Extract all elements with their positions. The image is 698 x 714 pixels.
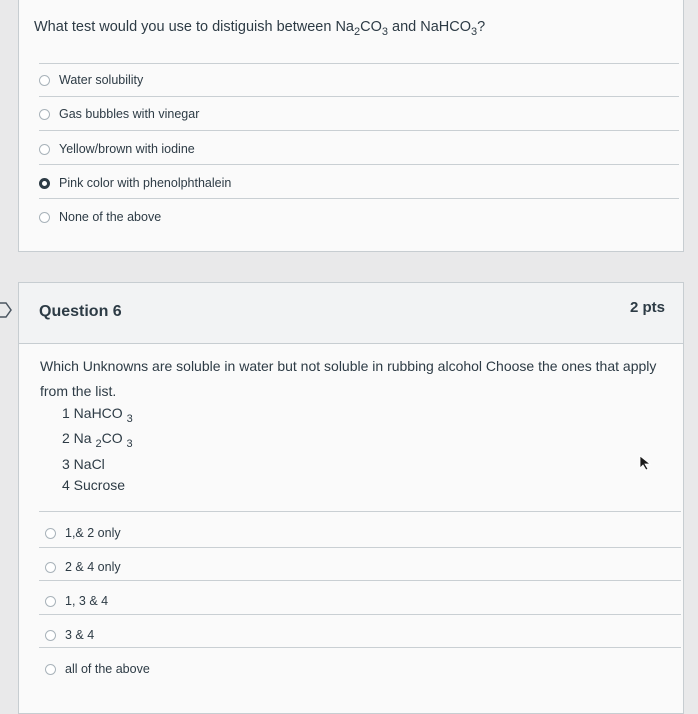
divider bbox=[39, 647, 681, 648]
question-text-part: ? bbox=[477, 19, 486, 35]
subscript: 3 bbox=[126, 413, 133, 425]
option-label: all of the above bbox=[65, 662, 150, 676]
subscript: 3 bbox=[126, 438, 133, 450]
list-item: 3 NaCl bbox=[62, 456, 105, 472]
radio-button-selected[interactable] bbox=[39, 178, 50, 189]
question-5-card bbox=[18, 0, 684, 252]
divider bbox=[39, 164, 679, 165]
list-text: CO bbox=[101, 430, 127, 446]
mouse-cursor-icon bbox=[638, 455, 652, 471]
subscript: 2 bbox=[95, 438, 102, 450]
list-item: 4 Sucrose bbox=[62, 477, 126, 493]
option-label: 1,& 2 only bbox=[65, 526, 121, 540]
answer-option-selected[interactable] bbox=[39, 168, 231, 198]
radio-button[interactable] bbox=[45, 528, 56, 539]
option-label: 2 & 4 only bbox=[65, 560, 121, 574]
divider bbox=[39, 614, 681, 615]
question-points: 2 pts bbox=[629, 299, 665, 316]
option-label: 3 & 4 bbox=[65, 628, 95, 642]
answer-option[interactable] bbox=[39, 65, 143, 95]
subscript: 2 bbox=[353, 26, 361, 38]
question-text-part: CO bbox=[360, 19, 382, 35]
radio-button[interactable] bbox=[39, 109, 50, 120]
radio-button[interactable] bbox=[45, 664, 56, 675]
option-label: Yellow/brown with iodine bbox=[59, 142, 195, 156]
question-title: Question 6 bbox=[39, 303, 122, 320]
list-text: 2 Na bbox=[62, 430, 96, 446]
subscript: 3 bbox=[381, 26, 388, 38]
question-header bbox=[19, 283, 683, 344]
radio-button[interactable] bbox=[45, 596, 56, 607]
flag-question-icon[interactable] bbox=[0, 301, 14, 319]
option-label: None of the above bbox=[59, 210, 162, 224]
list-item bbox=[62, 430, 133, 450]
radio-button[interactable] bbox=[45, 630, 56, 641]
divider bbox=[39, 130, 679, 131]
divider bbox=[39, 198, 679, 199]
divider bbox=[39, 96, 679, 97]
question-prompt: Which Unknowns are soluble in water but not soluble in rubbing alcohol Choose the ones that apply bbox=[40, 358, 657, 374]
divider bbox=[39, 547, 681, 548]
answer-option[interactable] bbox=[45, 654, 150, 684]
radio-button[interactable] bbox=[45, 562, 56, 573]
option-label: 1, 3 & 4 bbox=[65, 594, 109, 608]
option-label: Pink color with phenolphthalein bbox=[59, 176, 232, 190]
list-text: 1 NaHCO bbox=[62, 405, 127, 421]
question-prompt: from the list. bbox=[40, 383, 117, 399]
question-6-card bbox=[18, 282, 684, 714]
divider bbox=[39, 63, 679, 64]
answer-option[interactable] bbox=[39, 99, 199, 129]
answer-option[interactable] bbox=[45, 620, 94, 650]
answer-option[interactable] bbox=[39, 202, 161, 232]
divider bbox=[39, 580, 681, 581]
radio-button[interactable] bbox=[39, 212, 50, 223]
option-label: Water solubility bbox=[59, 73, 144, 87]
list-item bbox=[62, 405, 133, 425]
question-text-part: and NaHCO bbox=[387, 19, 471, 35]
answer-option[interactable] bbox=[45, 552, 121, 582]
answer-option[interactable] bbox=[45, 518, 121, 548]
question-text-part: What test would you use to distiguish between Na bbox=[34, 19, 354, 35]
divider bbox=[39, 511, 681, 512]
answer-option[interactable] bbox=[45, 586, 108, 616]
radio-button[interactable] bbox=[39, 75, 50, 86]
radio-button[interactable] bbox=[39, 144, 50, 155]
question-5-text bbox=[34, 19, 486, 38]
option-label: Gas bubbles with vinegar bbox=[59, 107, 200, 121]
subscript: 3 bbox=[471, 26, 478, 38]
answer-option[interactable] bbox=[39, 134, 195, 164]
